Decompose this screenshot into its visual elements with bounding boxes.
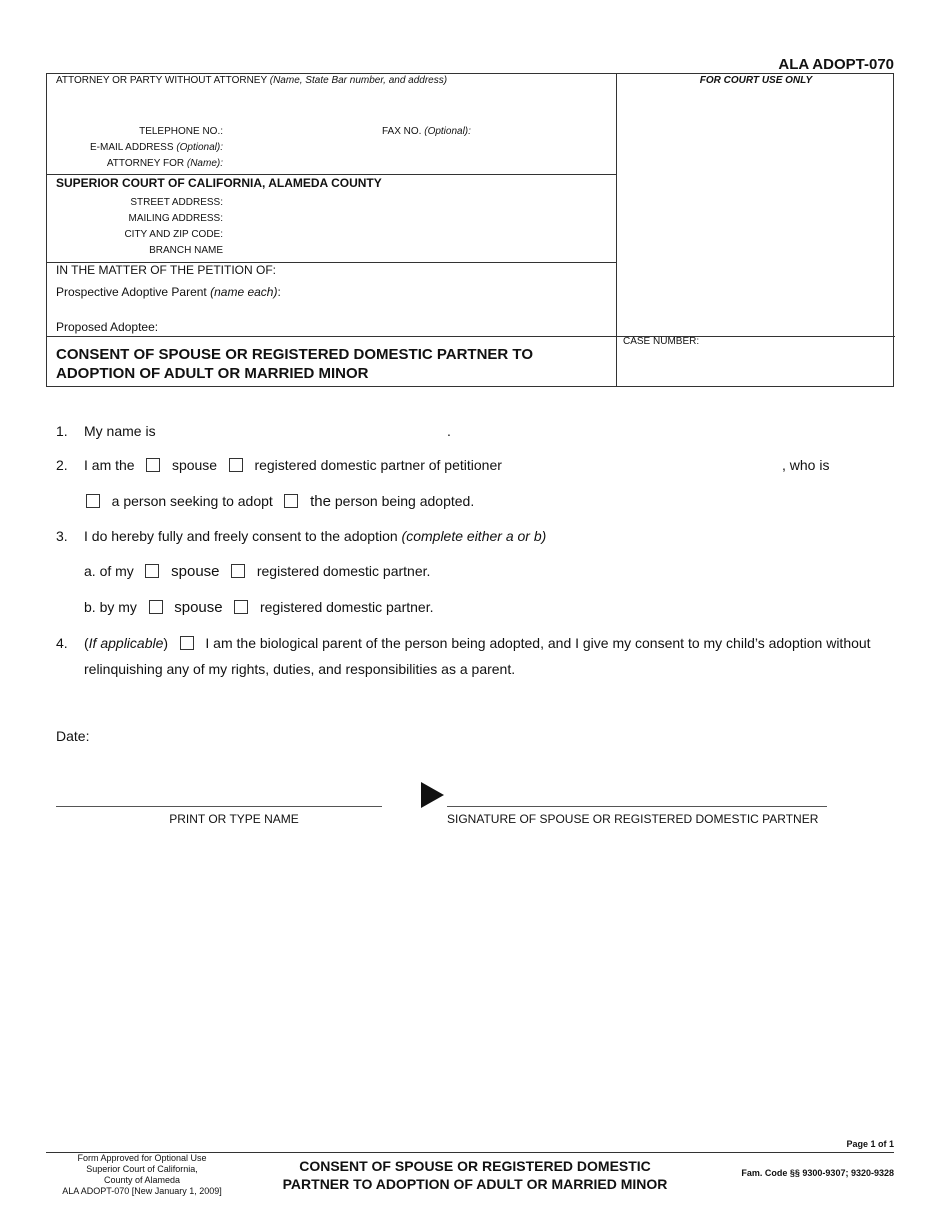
date-label: Date:: [56, 728, 90, 744]
telephone-label: TELEPHONE NO.:: [139, 126, 223, 137]
item-1-number: 1.: [56, 423, 68, 439]
item-4-line: (If applicable) I am the biological parent of the person being adopted, and I give my consent to my child’s adoption without: [84, 635, 871, 651]
mailing-label: MAILING ADDRESS:: [128, 213, 223, 224]
fax-label: FAX NO. (Optional):: [382, 126, 471, 137]
item-2-line: I am the spouse registered domestic partner of petitioner: [84, 457, 502, 473]
form-approval: Form Approved for Optional Use Superior Court of California, County of Alameda ALA ADOPT-070 [New January 1, 2009]: [62, 1153, 222, 1196]
item-3b-line: b. by my spouse registered domestic partner.: [84, 599, 434, 616]
my-name-period: .: [447, 423, 451, 439]
print-name-label: PRINT OR TYPE NAME: [169, 812, 299, 826]
email-label: E-MAIL ADDRESS (Optional):: [89, 142, 223, 153]
court-use-label: FOR COURT USE ONLY: [699, 75, 813, 86]
footer-title: CONSENT OF SPOUSE OR REGISTERED DOMESTIC PARTNER TO ADOPTION OF ADULT OR MARRIED MINOR: [282, 1158, 668, 1192]
item-3a-line: a. of my spouse registered domestic partner.: [84, 563, 431, 580]
3b-partner-checkbox[interactable]: [234, 600, 248, 614]
branch-label: BRANCH NAME: [149, 245, 223, 256]
code-reference: Fam. Code §§ 9300-9307; 9320-9328: [741, 1168, 894, 1178]
3a-spouse-checkbox[interactable]: [145, 564, 159, 578]
seeking-to-adopt-checkbox[interactable]: [86, 494, 100, 508]
city-zip-label: CITY AND ZIP CODE:: [124, 229, 223, 240]
item-4-number: 4.: [56, 635, 68, 651]
prospective-label: Prospective Adoptive Parent (name each):: [56, 285, 281, 299]
form-title: CONSENT OF SPOUSE OR REGISTERED DOMESTIC PARTNER TO ADOPTION OF ADULT OR MARRIED MINOR: [56, 346, 533, 382]
attorney-label: ATTORNEY OR PARTY WITHOUT ATTORNEY (Name, State Bar number, and address): [56, 75, 448, 86]
signature-arrow-icon: [421, 782, 444, 808]
caption-box: [46, 73, 894, 387]
court-name: SUPERIOR COURT OF CALIFORNIA, ALAMEDA COUNTY: [56, 176, 382, 190]
signature-label: SIGNATURE OF SPOUSE OR REGISTERED DOMESTIC PARTNER: [447, 812, 819, 826]
item-2-number: 2.: [56, 457, 68, 473]
my-name-label: My name is: [84, 423, 156, 439]
print-name-line[interactable]: [56, 806, 382, 807]
form-id: ALA ADOPT-070: [778, 56, 894, 73]
page-number: Page 1 of 1: [846, 1139, 894, 1149]
item-2-role-line: a person seeking to adopt the person being adopted.: [86, 493, 474, 510]
being-adopted-checkbox[interactable]: [284, 494, 298, 508]
consent-statement: I do hereby fully and freely consent to the adoption (complete either a or b): [84, 528, 547, 544]
adoptee-label: Proposed Adoptee:: [56, 320, 159, 334]
item-4-line-2: relinquishing any of my rights, duties, and responsibilities as a parent.: [84, 661, 516, 677]
3a-partner-checkbox[interactable]: [231, 564, 245, 578]
biological-parent-checkbox[interactable]: [180, 636, 194, 650]
spouse-checkbox[interactable]: [146, 458, 160, 472]
street-label: STREET ADDRESS:: [130, 197, 223, 208]
3b-spouse-checkbox[interactable]: [149, 600, 163, 614]
signature-line[interactable]: [447, 806, 827, 807]
matter-label: IN THE MATTER OF THE PETITION OF:: [56, 263, 277, 277]
item-3-number: 3.: [56, 528, 68, 544]
case-number-label: CASE NUMBER:: [623, 336, 700, 347]
attorney-for-label: ATTORNEY FOR (Name):: [106, 158, 223, 169]
who-is-label: , who is: [782, 457, 830, 473]
registered-partner-checkbox[interactable]: [229, 458, 243, 472]
